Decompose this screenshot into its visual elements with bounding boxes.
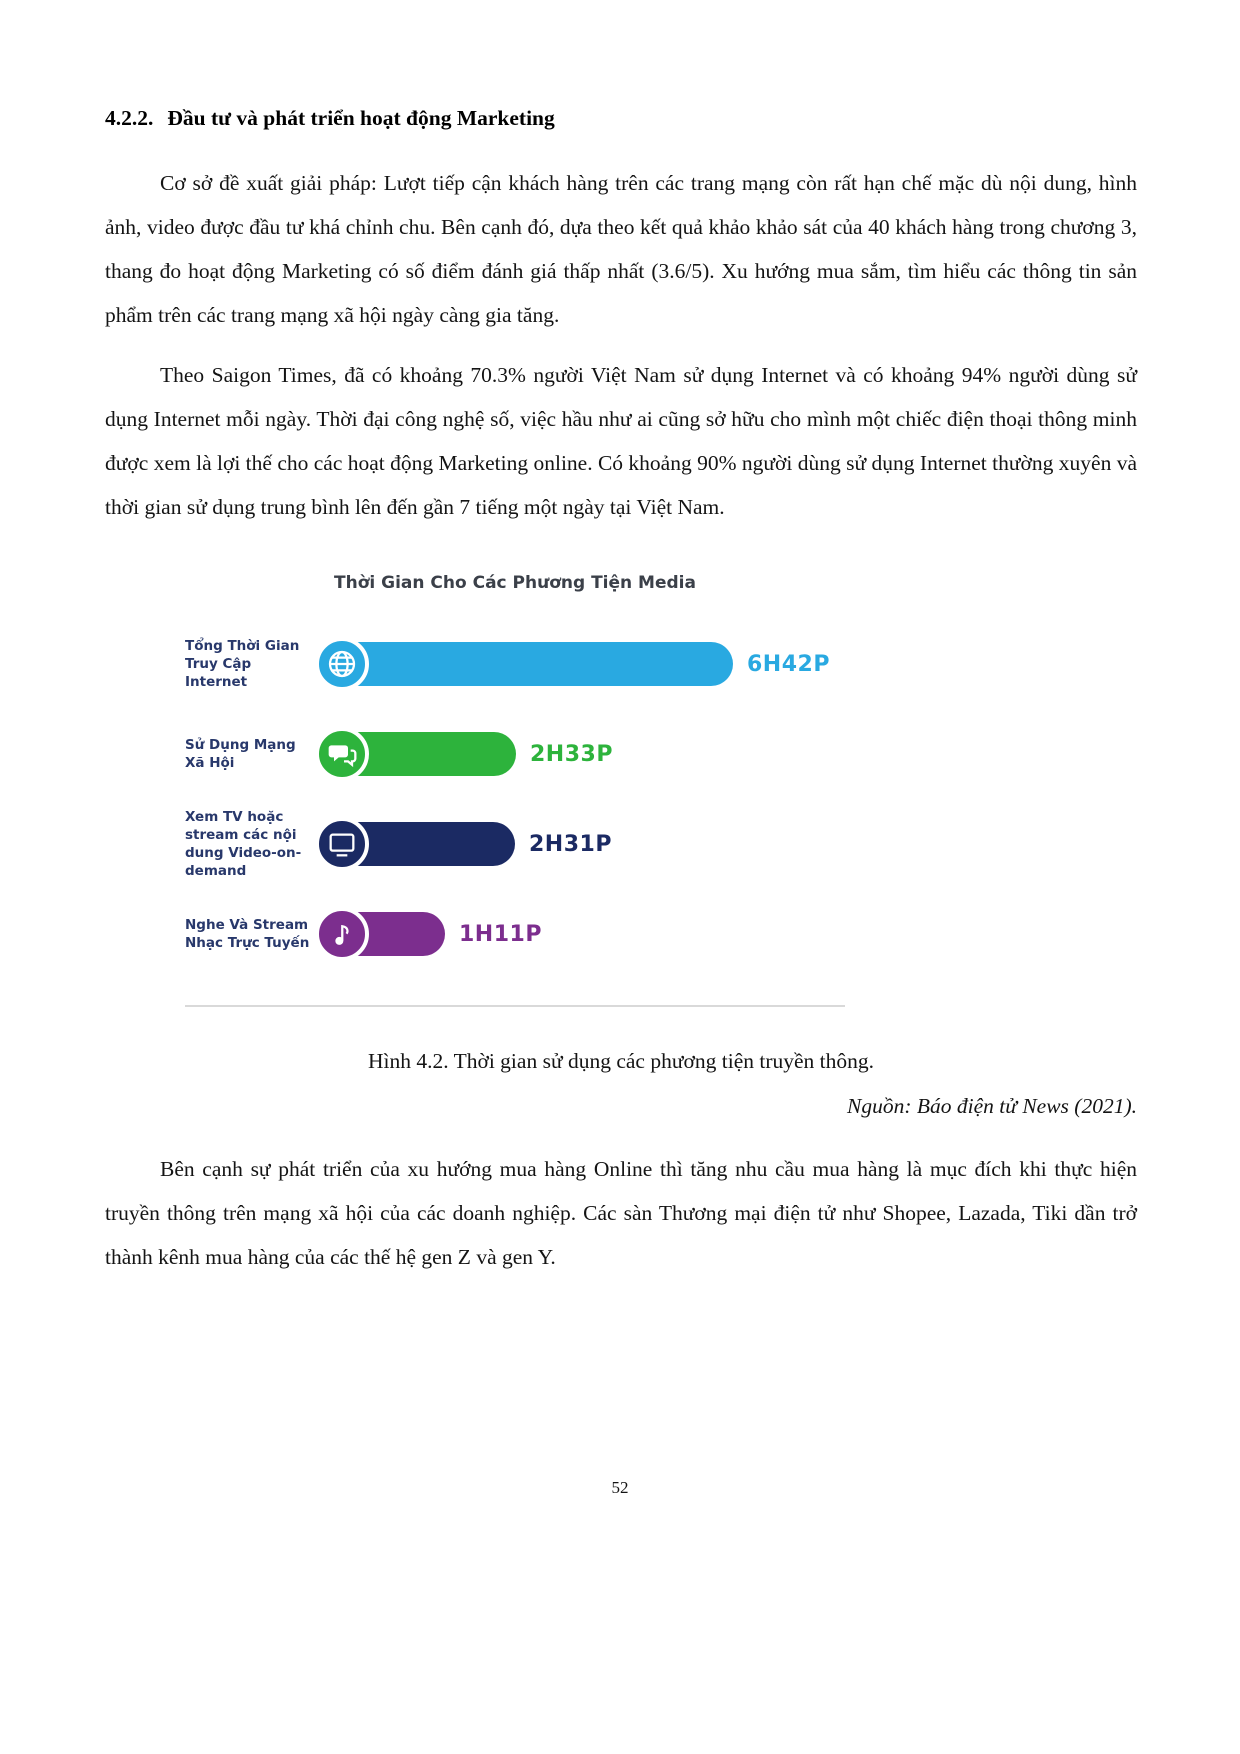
media-time-chart bbox=[185, 573, 845, 1007]
chart-row-tv bbox=[185, 799, 845, 889]
section-number: 4.2.2. bbox=[105, 106, 154, 130]
chart-row-social bbox=[185, 709, 845, 799]
figure-source: Nguồn: Báo điện tử News (2021). bbox=[846, 1094, 1137, 1118]
bar-line bbox=[315, 809, 845, 879]
tv-icon bbox=[315, 817, 369, 871]
bar-value: 2H33P bbox=[530, 741, 613, 767]
chart-title: Thời Gian Cho Các Phương Tiện Media bbox=[334, 573, 696, 593]
chart-row-label: Sử Dụng Mạng Xã Hội bbox=[185, 736, 296, 771]
chart-row-music bbox=[185, 889, 845, 979]
chat-bubble-icon bbox=[315, 727, 369, 781]
globe-icon bbox=[315, 637, 369, 691]
paragraph-1: Cơ sở đề xuất giải pháp: Lượt tiếp cận khách hàng trên các trang mạng còn rất hạn chế mặc dù nội dung, hình ảnh, video được đầu tư khá chỉnh chu. Bên cạnh đó, dựa theo kết quả khảo khảo sát của 40 khách hàng trong chương 3, thang đo hoạt động Marketing có số điểm đánh giá thấp nhất (3.6/5). Xu hướng mua sắm, tìm hiểu các thông tin sản phẩm trên các trang mạng xã hội ngày càng gia tăng. bbox=[105, 171, 1137, 327]
bar-value: 6H42P bbox=[747, 651, 830, 677]
paragraph-2: Theo Saigon Times, đã có khoảng 70.3% người Việt Nam sử dụng Internet và có khoảng 94% người dùng sử dụng Internet mỗi ngày. Thời đại công nghệ số, việc hầu như ai cũng sở hữu cho mình một chiếc điện thoại thông minh được xem là lợi thế cho các hoạt động Marketing online. Có khoảng 90% người dùng sử dụng Internet thường xuyên và thời gian sử dụng trung bình lên đến gần 7 tiếng một ngày tại Việt Nam. bbox=[105, 363, 1137, 519]
bar-line bbox=[315, 719, 845, 789]
page-number: 52 bbox=[611, 1478, 629, 1497]
section-heading bbox=[105, 106, 1137, 131]
bar-value: 2H31P bbox=[529, 831, 612, 857]
chart-row-internet bbox=[185, 619, 845, 709]
page-content bbox=[105, 0, 1137, 1279]
chart-bottom-divider bbox=[185, 1005, 845, 1007]
figure-caption: Hình 4.2. Thời gian sử dụng các phương tiện truyền thông. bbox=[367, 1049, 875, 1073]
bar-internet bbox=[321, 642, 733, 686]
chart-row-label: Xem TV hoặc stream các nội dung Video-on-demand bbox=[185, 808, 302, 880]
bar-line bbox=[315, 629, 845, 699]
bar-line bbox=[315, 899, 845, 969]
section-title: Đầu tư và phát triển hoạt động Marketing bbox=[167, 106, 555, 130]
chart-row-label: Nghe Và Stream Nhạc Trực Tuyến bbox=[185, 916, 310, 951]
chart-row-label: Tổng Thời Gian Truy Cập Internet bbox=[185, 637, 300, 691]
music-note-icon bbox=[315, 907, 369, 961]
bar-value: 1H11P bbox=[459, 921, 542, 947]
paragraph-3: Bên cạnh sự phát triển của xu hướng mua hàng Online thì tăng nhu cầu mua hàng là mục đích khi thực hiện truyền thông trên mạng xã hội của các doanh nghiệp. Các sàn Thương mại điện tử như Shopee, Lazada, Tiki dần trở thành kênh mua hàng của các thế hệ gen Z và gen Y. bbox=[105, 1157, 1137, 1269]
